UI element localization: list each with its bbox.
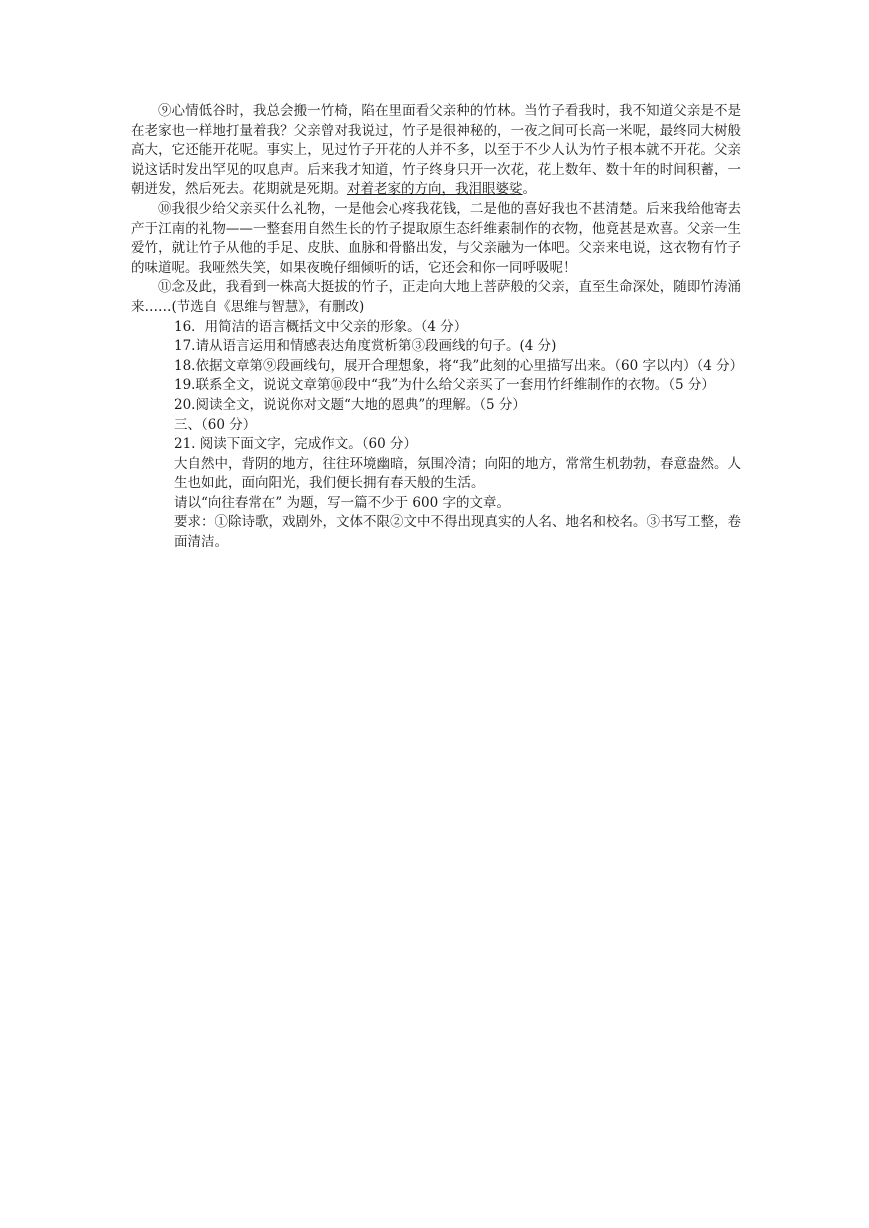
question-21: 21. 阅读下面文字，完成作文。（60 分） xyxy=(174,436,417,453)
question-20: 20.阅读全文，说说你对文题“大地的恩典”的理解。（5 分） xyxy=(174,396,526,413)
essay-prompt: 大自然中，背阴的地方，往往环境幽暗，氛围冷清；向阳的地方，常常生机勃勃，春意盎然。人生也如此，面向阳光，我们便长拥有春天般的生活。 xyxy=(174,455,741,492)
question-18: 18.依据文章第⑨段画线句，展开合理想象，将“我”此刻的心里描写出来。（60 字以内）（4 分） xyxy=(174,357,744,374)
section-3-heading: 三、（60 分） xyxy=(174,416,257,433)
paragraph-10: ⑩我很少给父亲买什么礼物，一是他会心疼我花钱，二是他的喜好我也不甚清楚。后来我给他寄去产于江南的礼物——一整套用自然生长的竹子提取原生态纤维素制作的衣物，他竟甚是欢喜。父亲一生爱竹，就让竹子从他的手足、皮肤、血脉和骨骼出发，与父亲融为一体吧。父亲来电说，这衣物有竹子的味道呢。我哑然失笑，如果夜晚仔细倾听的话，它还会和你一同呼吸呢！ xyxy=(131,200,741,276)
essay-requirements: 要求：①除诗歌，戏剧外，文体不限②文中不得出现真实的人名、地名和校名。③书写工整，卷面清洁。 xyxy=(174,514,741,551)
underlined-sentence: 对着老家的方向，我泪眼婆娑 xyxy=(347,181,523,198)
question-19: 19.联系全文，说说文章第⑩段中“我”为什么给父亲买了一套用竹纤维制作的衣物。（5 分） xyxy=(174,377,715,394)
paragraph-9-end: 。 xyxy=(522,181,536,198)
question-17: 17.请从语言运用和情感表达角度赏析第③段画线的句子。(4 分) xyxy=(174,338,557,355)
paragraph-9 xyxy=(131,102,741,200)
essay-instruction: 请以“向往春常在” 为题，写一篇不少于 600 字的文章。 xyxy=(174,494,510,511)
exam-page xyxy=(131,102,744,553)
paragraph-11: ⑪念及此，我看到一株高大挺拔的竹子，正走向大地上菩萨般的父亲，直至生命深处，随即竹涛涌来……(节选自《思维与智慧》，有删改) xyxy=(131,279,741,315)
question-16: 16．用简洁的语言概括文中父亲的形象。（4 分） xyxy=(174,318,468,335)
paragraph-9-text: ⑨心情低谷时，我总会搬一竹椅，陷在里面看父亲种的竹林。当竹子看我时，我不知道父亲是不是在老家也一样地打量着我？父亲曾对我说过，竹子是很神秘的，一夜之间可长高一米呢，最终同大树般高大，它还能开花呢。事实上，见过竹子开花的人并不多，以至于不少人认为竹子根本就不开花。父亲说这话时发出罕见的叹息声。后来我才知道，竹子终身只开一次花，花上数年、数十年的时间积蓄，一朝迸发，然后死去。花期就是死期。 xyxy=(131,103,741,198)
